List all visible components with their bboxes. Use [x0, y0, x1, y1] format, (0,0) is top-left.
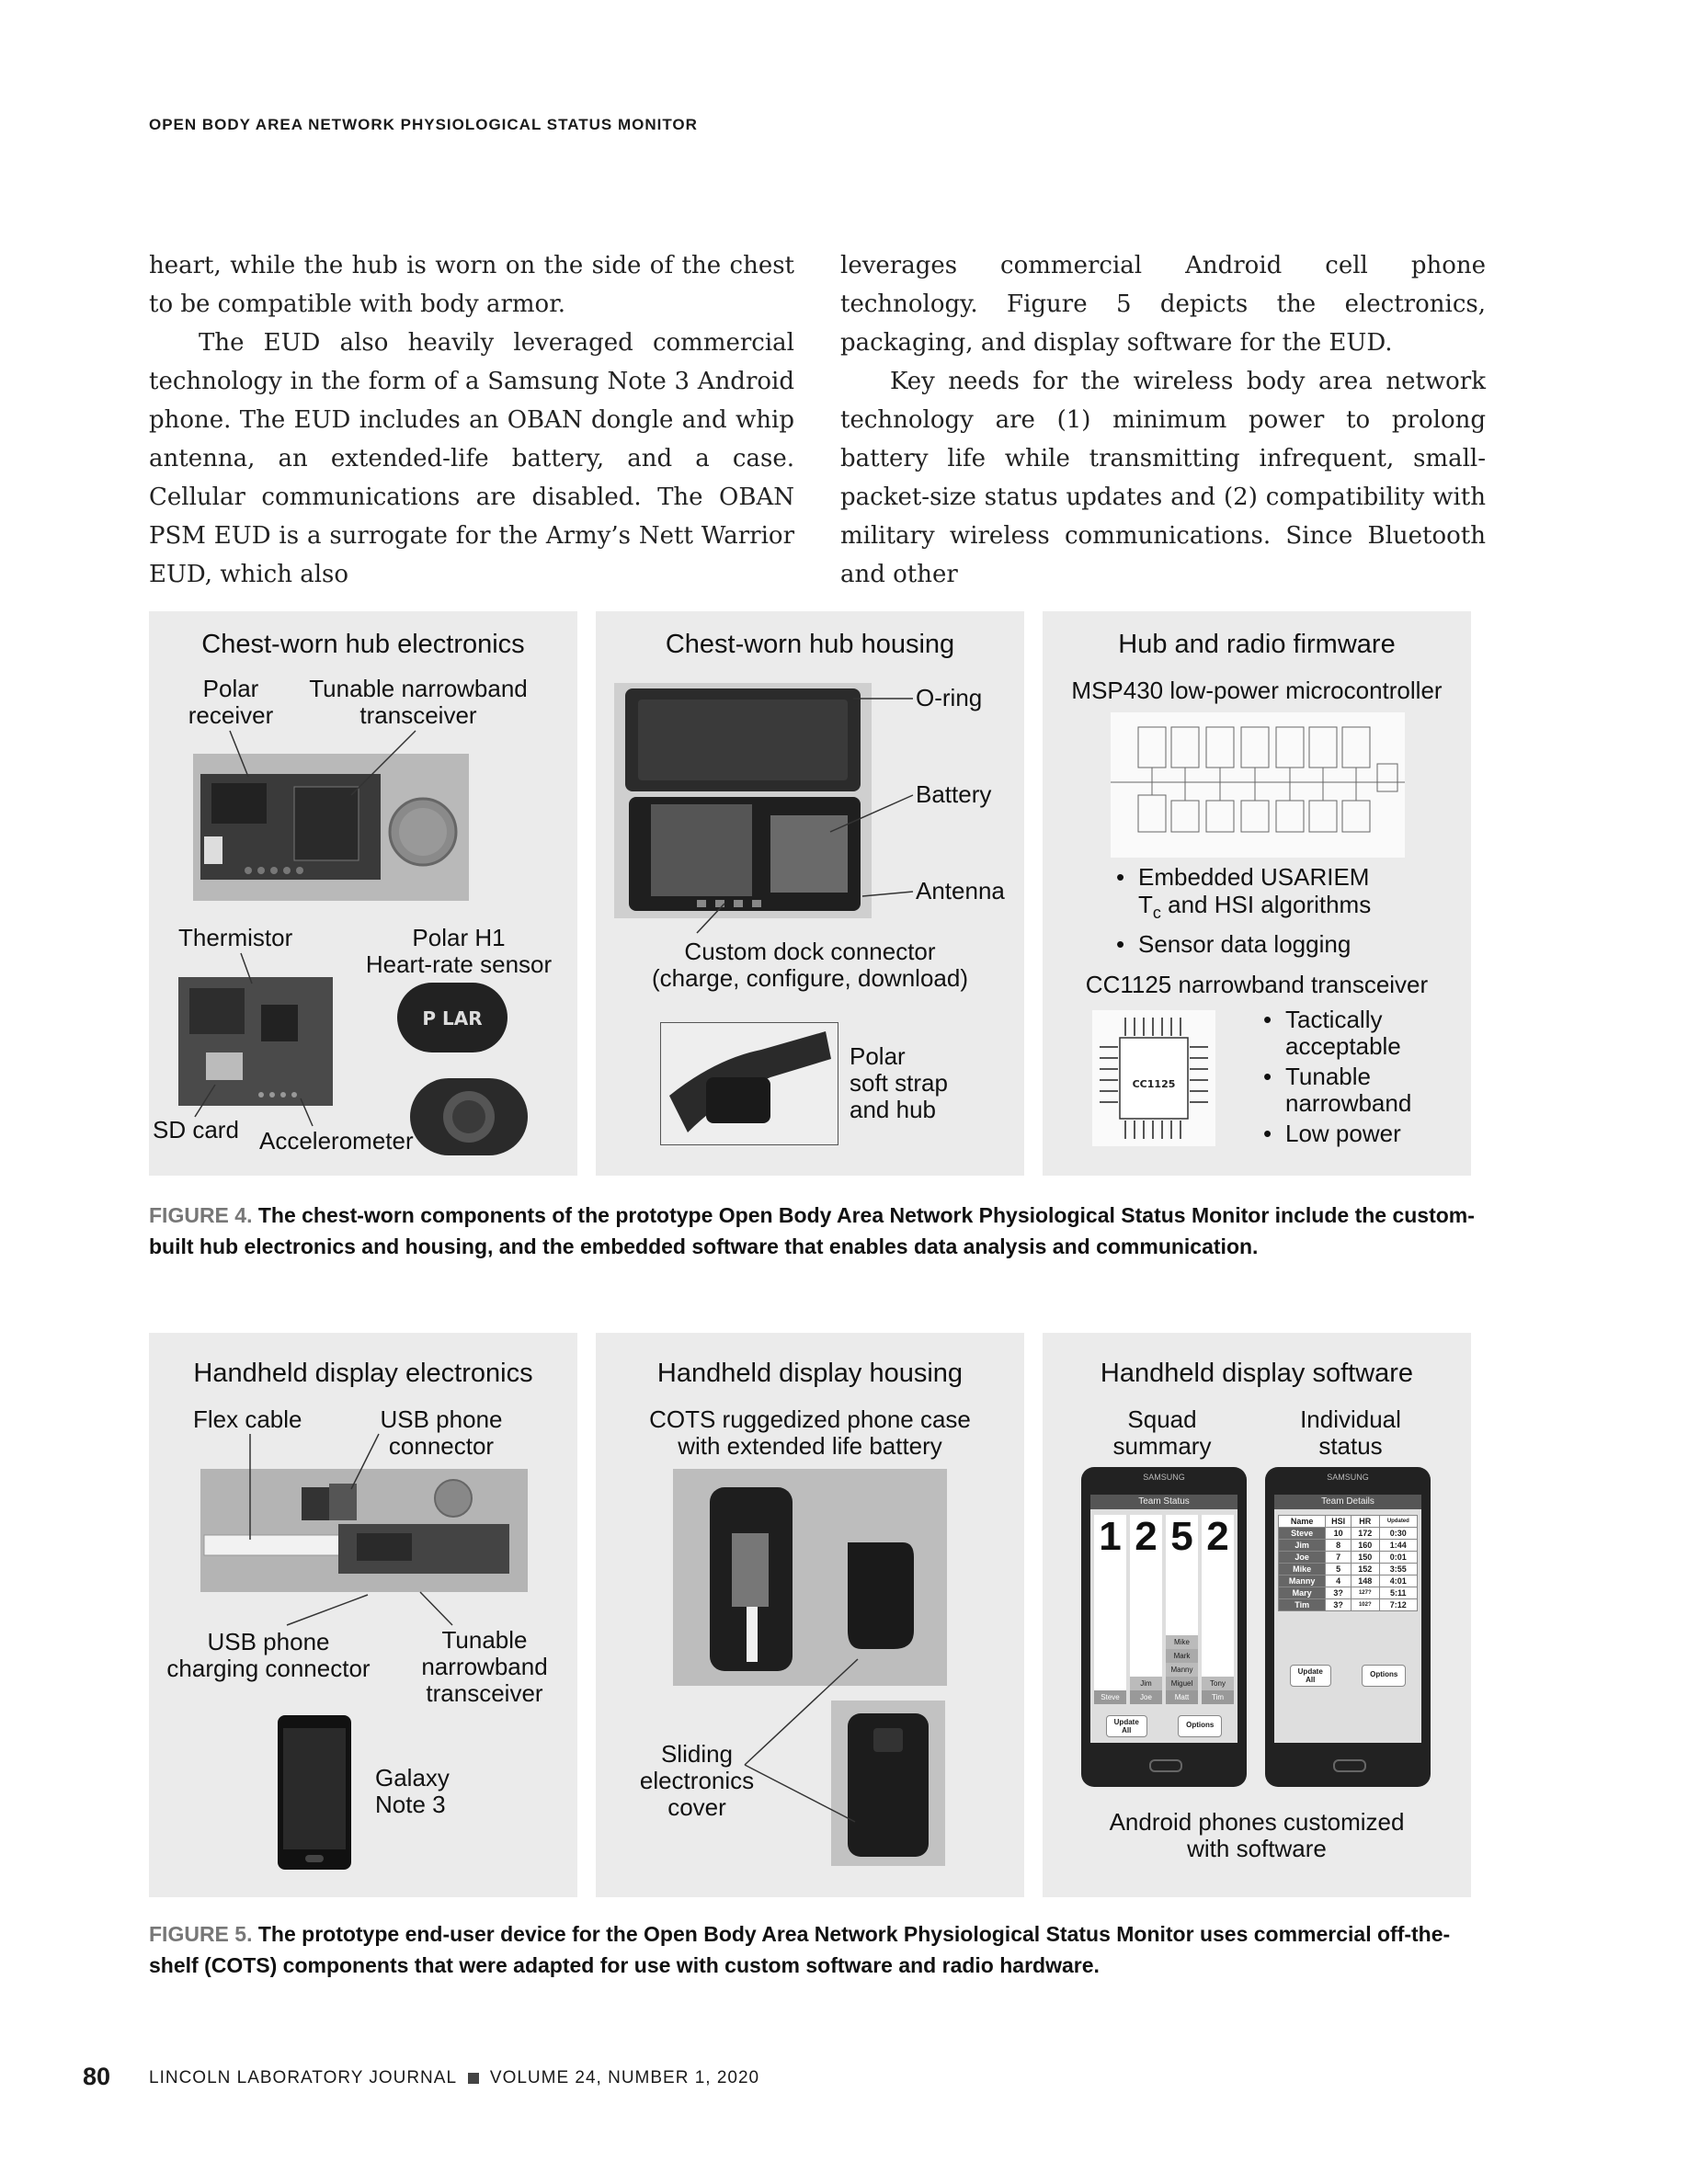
table-cell: 5	[1326, 1564, 1352, 1575]
separator-square	[468, 2073, 479, 2084]
update-all-button[interactable]: Update All	[1106, 1715, 1147, 1737]
table-row	[1279, 1564, 1418, 1575]
squad-column	[1094, 1515, 1126, 1704]
sliding-cover-photo	[831, 1701, 945, 1866]
table-cell: 0:30	[1379, 1528, 1417, 1540]
panel-hub-housing	[596, 611, 1024, 1176]
panel-title: Handheld display electronics	[193, 1359, 533, 1388]
table-body	[1279, 1528, 1418, 1611]
table-cell: 152	[1351, 1564, 1379, 1575]
display-electronics-photo	[200, 1469, 528, 1592]
label-individual-status: Individual status	[1300, 1405, 1401, 1460]
squad-name: Tim	[1202, 1690, 1234, 1704]
label-galaxy-note: Galaxy Note 3	[375, 1764, 450, 1818]
svg-text:P LAR: P LAR	[422, 1007, 483, 1029]
squad-count: 2	[1135, 1514, 1158, 1559]
panel-title: Chest-worn hub electronics	[201, 630, 525, 659]
phone-case-photo	[673, 1469, 947, 1686]
figure-5-caption: FIGURE 5. The prototype end-user device for the Open Body Area Network Physiological Status Monitor uses commercial off-the-shelf (COTS) components that were adapted for use with custom software and radio hardware.	[149, 1922, 1451, 1977]
squad-count: 5	[1170, 1514, 1193, 1559]
table-row	[1279, 1599, 1418, 1611]
table-cell: 4	[1326, 1575, 1352, 1587]
sensor-board-photo	[178, 977, 333, 1106]
table-cell: 8	[1326, 1540, 1352, 1552]
msp-feature-list	[1116, 863, 1371, 958]
housing-photo	[614, 683, 872, 918]
table-cell: Mike	[1279, 1564, 1326, 1575]
label-polar-h1: Polar H1 Heart-rate sensor	[365, 924, 553, 978]
label-cots-case: COTS ruggedized phone case with extended life battery	[649, 1405, 971, 1460]
table-cell: 7	[1326, 1552, 1352, 1564]
phone-brand: SAMSUNG	[1327, 1473, 1369, 1482]
phone-brand: SAMSUNG	[1143, 1473, 1185, 1482]
squad-name: Jim	[1130, 1677, 1162, 1690]
column-header: Updated	[1379, 1516, 1417, 1528]
home-button	[1333, 1759, 1366, 1772]
screen-buttons	[1274, 1617, 1421, 1687]
table-row	[1279, 1552, 1418, 1564]
table-cell: 1:44	[1379, 1540, 1417, 1552]
squad-count: 1	[1099, 1514, 1122, 1559]
bullet-item: • Low power	[1263, 1120, 1411, 1147]
chip-label: CC1125	[1132, 1078, 1176, 1090]
label-cc1125: CC1125 narrowband transceiver	[1085, 971, 1429, 998]
panel-display-electronics	[149, 1333, 577, 1897]
panel-title: Hub and radio firmware	[1118, 630, 1396, 659]
squad-screen	[1090, 1495, 1237, 1743]
body-paragraph: leverages commercial Android cell phone technology. Figure 5 depicts the electronics, packaging, and display software for the EUD.	[840, 252, 1486, 357]
body-paragraph: heart, while the hub is worn on the side of the chest to be compatible with body armor.	[149, 252, 794, 318]
table-cell: 7:12	[1379, 1599, 1417, 1611]
options-button[interactable]: Options	[1362, 1665, 1406, 1687]
squad-name: Manny	[1166, 1663, 1198, 1677]
table-cell: Steve	[1279, 1528, 1326, 1540]
table-cell: 127?	[1351, 1587, 1379, 1599]
column-header: Name	[1279, 1516, 1326, 1528]
squad-count: 2	[1206, 1514, 1229, 1559]
figure-4-caption: FIGURE 4. The chest-worn components of the prototype Open Body Area Network Physiological Status Monitor include the custom-built hub electronics and housing, and the embedded software that enables data analysis and communication.	[149, 1203, 1475, 1258]
cc1125-feature-list	[1263, 1007, 1411, 1147]
issue-info: VOLUME 24, NUMBER 1, 2020	[489, 2068, 760, 2087]
squad-name: Tony	[1202, 1677, 1234, 1690]
label-flex-cable: Flex cable	[193, 1405, 302, 1433]
table-cell: 4:01	[1379, 1575, 1417, 1587]
panel-firmware	[1043, 611, 1471, 1176]
bullet-item: • Embedded USARIEM $T_c$ and HSI algorithms	[1116, 863, 1371, 927]
screen-header: Team Details	[1274, 1495, 1421, 1509]
strap-photo	[660, 1022, 838, 1145]
table-cell: Jim	[1279, 1540, 1326, 1552]
column-header: HR	[1351, 1516, 1379, 1528]
table-cell: 10	[1326, 1528, 1352, 1540]
hub-board-photo	[193, 754, 469, 901]
squad-phone	[1081, 1467, 1247, 1787]
journal-name: LINCOLN LABORATORY JOURNAL	[149, 2068, 457, 2087]
squad-name: Mike	[1166, 1635, 1198, 1649]
label-msp430: MSP430 low-power microcontroller	[1071, 677, 1443, 704]
label-tunable-transceiver: Tunable narrowband transceiver	[421, 1626, 548, 1707]
table-row	[1279, 1587, 1418, 1599]
bullet-item: • Sensor data logging	[1116, 930, 1371, 958]
table-header-row	[1279, 1516, 1418, 1528]
screen-buttons	[1090, 1704, 1237, 1737]
home-button	[1149, 1759, 1182, 1772]
squad-column	[1130, 1515, 1162, 1704]
galaxy-phone-photo	[278, 1715, 351, 1870]
squad-bars	[1090, 1509, 1237, 1704]
label-polar-strap: Polar soft strap and hub	[850, 1042, 948, 1123]
column-header: HSI	[1326, 1516, 1352, 1528]
label-accelerometer: Accelerometer	[259, 1127, 414, 1155]
table-row	[1279, 1528, 1418, 1540]
label-battery: Battery	[916, 780, 992, 808]
label-android-phones: Android phones customized with software	[1109, 1808, 1405, 1862]
panel-display-software	[1043, 1333, 1471, 1897]
label-sd-card: SD card	[153, 1116, 239, 1143]
tc-line: $T_c$ and HSI algorithms	[1138, 891, 1372, 923]
table-cell: 102?	[1351, 1599, 1379, 1611]
detail-screen	[1274, 1495, 1421, 1743]
schematic-diagram	[1111, 712, 1405, 858]
squad-name: Matt	[1166, 1690, 1198, 1704]
bullet-item: • Tunable narrowband	[1263, 1064, 1411, 1117]
squad-column	[1166, 1515, 1198, 1704]
squad-name: Steve	[1094, 1690, 1126, 1704]
page-number: 80	[83, 2063, 111, 2090]
screen-header: Team Status	[1090, 1495, 1237, 1509]
table-cell: Mary	[1279, 1587, 1326, 1599]
table-row	[1279, 1575, 1418, 1587]
squad-column	[1202, 1515, 1234, 1704]
options-button[interactable]: Options	[1178, 1715, 1222, 1737]
table-cell: 148	[1351, 1575, 1379, 1587]
footer	[149, 2068, 759, 2088]
squad-name: Miguel	[1166, 1677, 1198, 1690]
panel-hub-electronics	[149, 611, 577, 1176]
label-sliding-cover: Sliding electronics cover	[639, 1740, 755, 1821]
bullet-item: • Tactically acceptable	[1263, 1007, 1411, 1060]
body-column-right	[840, 246, 1486, 594]
label-tunable-transceiver: Tunable narrowband transceiver	[309, 675, 528, 729]
label-polar-receiver: Polar receiver	[188, 675, 274, 729]
body-column-left	[149, 246, 794, 594]
update-all-button[interactable]: Update All	[1290, 1665, 1331, 1687]
label-usb-connector: USB phone connector	[380, 1405, 503, 1460]
label-antenna: Antenna	[916, 877, 1005, 904]
label-oring: O-ring	[916, 684, 983, 711]
team-details-table	[1278, 1515, 1418, 1611]
table-cell: Tim	[1279, 1599, 1326, 1611]
body-paragraph: The EUD also heavily leveraged commercial technology in the form of a Samsung Note 3 Android phone. The EUD includes an OBAN dongle and whip antenna, an extended-life battery, and a case. Cellular communications are disabled. The OBAN PSM EUD is a surrogate for the Army’s Nett Warrior EUD, which also	[149, 329, 794, 588]
squad-name: Mark	[1166, 1649, 1198, 1663]
label-usb-charging: USB phone charging connector	[166, 1628, 371, 1682]
table-cell: 3?	[1326, 1587, 1352, 1599]
running-head: OPEN BODY AREA NETWORK PHYSIOLOGICAL STATUS MONITOR	[149, 116, 698, 133]
table-cell: 3:55	[1379, 1564, 1417, 1575]
label-dock-connector: Custom dock connector (charge, configure, download)	[652, 938, 968, 992]
panel-title: Handheld display housing	[656, 1359, 964, 1388]
table-cell: 3?	[1326, 1599, 1352, 1611]
detail-phone	[1265, 1467, 1431, 1787]
label-thermistor: Thermistor	[178, 924, 293, 951]
squad-name: Joe	[1130, 1690, 1162, 1704]
table-cell: 150	[1351, 1552, 1379, 1564]
table-cell: Joe	[1279, 1552, 1326, 1564]
body-paragraph: Key needs for the wireless body area network technology are (1) minimum power to prolong battery life while transmitting infrequent, small-packet-size status updates and (2) compatibility with military wireless communications. Since Bluetooth and other	[840, 368, 1486, 588]
panel-title: Chest-worn hub housing	[665, 630, 955, 659]
panel-display-housing	[596, 1333, 1024, 1897]
table-row	[1279, 1540, 1418, 1552]
table-cell: 172	[1351, 1528, 1379, 1540]
panel-title: Handheld display software	[1100, 1359, 1414, 1388]
label-squad-summary: Squad summary	[1112, 1405, 1212, 1460]
table-cell: 0:01	[1379, 1552, 1417, 1564]
table-cell: Manny	[1279, 1575, 1326, 1587]
table-cell: 160	[1351, 1540, 1379, 1552]
chip-diagram	[1092, 1010, 1215, 1146]
table-cell: 5:11	[1379, 1587, 1417, 1599]
